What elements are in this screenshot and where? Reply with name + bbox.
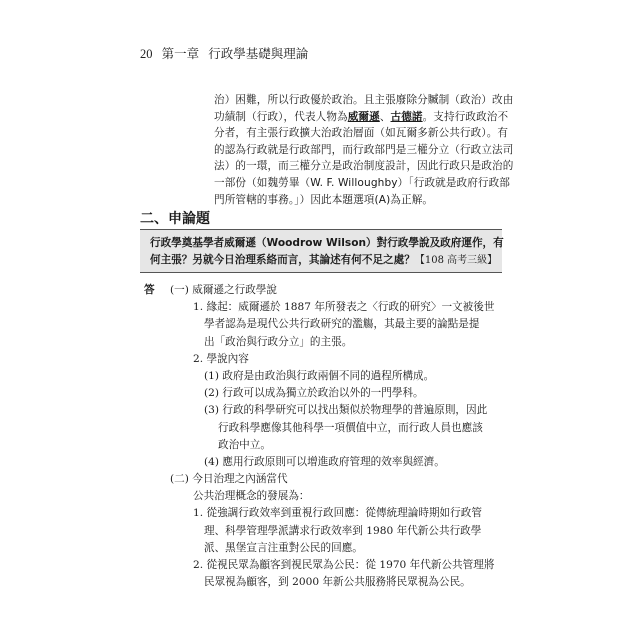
chapter-label: 第一章 <box>161 47 200 61</box>
heading-2-sub: 公共治理概念的發展為： <box>193 490 310 503</box>
intro-line: 一部份（如魏勞畢（W. F. Willoughby）「行政就是政府行政部 <box>214 176 510 189</box>
list-item: 出「政治與行政分立」的主張。 <box>204 335 353 348</box>
wilson-name: 威爾遜 <box>347 110 380 123</box>
list-item: 派、黑堡宣言注重對公民的回應。 <box>204 541 363 554</box>
list-item: 1. 緣起：威爾遜於 1887 年所發表之〈行政的研究〉一文被後世 <box>193 301 495 314</box>
page-number: 20 <box>140 47 153 61</box>
intro-line: 門所管轄的事務。」）因此本題選項(A)為正解。 <box>214 193 434 206</box>
list-item: 學者認為是現代公共行政研究的濫觴，其最主要的論點是提 <box>204 318 480 331</box>
section-title: 二、申論題 <box>140 211 210 227</box>
intro-line: 分者，有主張行政擴大治政治層面（如瓦爾多新公共行政）。有 <box>214 127 509 140</box>
question-text: 行政學奠基學者威爾遜（Woodrow Wilson）對行政學說及政府運作，有 何主張？另就今日治理系絡而言，其論述有何不足之處？【108 高考三級】 <box>150 237 504 266</box>
answer-mark: 答 <box>144 284 155 296</box>
heading-1: (一) 威爾遜之行政學說 <box>170 284 277 296</box>
list-item: 民眾視為顧客，到 2000 年新公共服務將民眾視為公民。 <box>204 576 471 589</box>
list-item: 2. 從視民眾為顧客到視民眾為公民：從 1970 年代新公共管理將 <box>193 559 495 571</box>
intro-line: 功績制（行政），代表人物為威爾遜、古德諾。支持行政政治不 <box>214 110 509 123</box>
list-item: (4) 應用行政原則可以增進政府管理的效率與經濟。 <box>204 455 445 468</box>
intro-line: 法）的一環，而三權分立是政治制度設計，因此行政只是政治的 <box>214 160 514 173</box>
list-item: 理、科學管理學派講求行政效率到 1980 年代新公共行政學 <box>204 524 482 537</box>
list-item: 2. 學說內容 <box>193 352 249 365</box>
list-item: 1. 從強調行政效率到重視行政回應：從傳統理論時期如行政管 <box>193 507 482 520</box>
answer-section <box>140 282 504 591</box>
list-item: (2) 行政可以成為獨立於政治以外的一門學科。 <box>204 387 424 400</box>
page-header <box>140 44 314 62</box>
list-item: (1) 政府是由政治與行政兩個不同的過程所構成。 <box>204 369 435 382</box>
intro-paragraph <box>214 92 514 208</box>
intro-line: 治）困難，所以行政優於政治。且主張廢除分贓制（政治）改由 <box>214 94 514 106</box>
list-item: 行政科學應像其他科學一項價值中立，而行政人員也應該 <box>218 421 483 434</box>
exam-tag: 【108 高考三級】 <box>414 254 498 266</box>
intro-line: 的認為行政就是行政部門，而行政部門是三權分立（行政立法司 <box>214 143 514 156</box>
goodnow-name: 古德諾 <box>390 110 423 123</box>
list-item: (3) 行政的科學研究可以找出類似於物理學的普遍原則，因此 <box>204 404 488 417</box>
question-box <box>140 229 502 273</box>
list-item: 政治中立。 <box>218 438 271 451</box>
chapter-title: 行政學基礎與理論 <box>208 47 309 61</box>
heading-2: (二) 今日治理之內涵當代 <box>170 473 288 486</box>
